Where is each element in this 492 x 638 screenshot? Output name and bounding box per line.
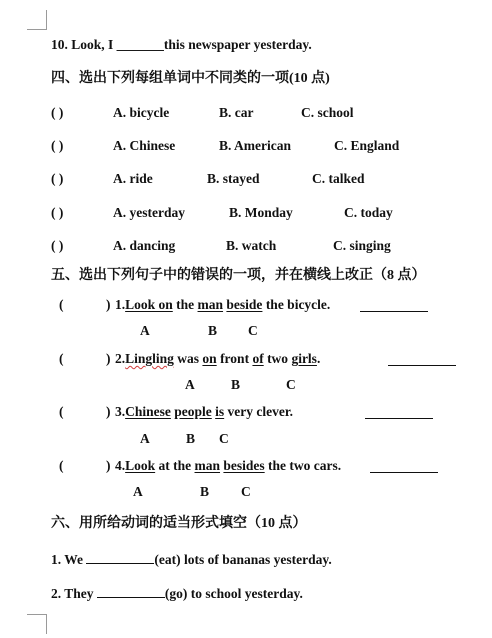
- sentence-text: the bicycle.: [262, 297, 331, 312]
- option-a-text: Chinese: [125, 404, 171, 419]
- correction-blank[interactable]: [365, 406, 433, 419]
- section-4-title: 四、选出下列每组单词中不同类的一项(10 点): [51, 71, 330, 86]
- option-c: C. England: [334, 138, 400, 153]
- paren-open: (: [59, 351, 64, 366]
- answer-paren[interactable]: ( ): [51, 138, 64, 153]
- sentence: [115, 297, 330, 313]
- sentence-text: very clever.: [224, 404, 294, 419]
- option-b: B. watch: [226, 238, 277, 253]
- option-a: A. dancing: [113, 238, 176, 253]
- option-b: B. Monday: [229, 205, 293, 220]
- question-number: 2.: [115, 351, 126, 366]
- sentence-text: was: [173, 351, 203, 366]
- sentence-text: Lingling: [125, 351, 174, 366]
- option-a-text: Look: [125, 458, 156, 473]
- label-c: C: [241, 484, 251, 499]
- option-a: A. bicycle: [113, 105, 170, 120]
- option-c: C. singing: [333, 238, 391, 253]
- option-a-text: on: [202, 351, 217, 366]
- option-a-text: Look on: [125, 297, 173, 312]
- section-6-title: 六、用所给动词的适当形式填空（10 点）: [51, 516, 307, 531]
- label-b: B: [186, 431, 196, 446]
- section-5-title: 五、选出下列句子中的错误的一项，并在横线上改正（8 点）: [51, 268, 426, 283]
- label-c: C: [248, 323, 258, 338]
- option-b: B. car: [219, 105, 254, 120]
- question-prefix: 2. They: [51, 586, 97, 601]
- sentence-text: the: [172, 297, 198, 312]
- label-b: B: [208, 323, 218, 338]
- sentence-text: front: [216, 351, 253, 366]
- paren-open: (: [59, 458, 64, 473]
- question-prefix: 1. We: [51, 552, 87, 567]
- crop-mark-bottom-h: [27, 614, 47, 615]
- option-c: C. school: [301, 105, 354, 120]
- option-a: A. yesterday: [113, 205, 185, 220]
- option-b-text: man: [194, 458, 221, 473]
- question-number: 4.: [115, 458, 126, 473]
- paren-close: ): [106, 351, 111, 366]
- paren-close: ): [106, 458, 111, 473]
- sentence: [115, 458, 341, 474]
- question-number: 3.: [115, 404, 126, 419]
- option-b: B. stayed: [207, 171, 260, 186]
- label-a: A: [185, 377, 195, 392]
- correction-blank[interactable]: [360, 299, 428, 312]
- option-b-text: of: [252, 351, 264, 366]
- answer-blank[interactable]: [86, 551, 154, 564]
- paren-open: (: [59, 297, 64, 312]
- question-10: 10. Look, I _______this newspaper yesterday.: [51, 37, 312, 52]
- label-c: C: [219, 431, 229, 446]
- option-b: B. American: [219, 138, 291, 153]
- label-b: B: [231, 377, 241, 392]
- label-b: B: [200, 484, 210, 499]
- option-c-text: besides: [223, 458, 265, 473]
- sentence-text: two: [263, 351, 292, 366]
- paren-close: ): [106, 404, 111, 419]
- sentence-text: .: [316, 351, 321, 366]
- correction-blank[interactable]: [388, 353, 456, 366]
- crop-mark-top-h: [27, 29, 47, 30]
- sentence: [115, 404, 293, 420]
- option-c-text: is: [215, 404, 225, 419]
- sentence-text: the two cars.: [264, 458, 342, 473]
- option-a: A. ride: [113, 171, 153, 186]
- crop-mark-bottom: [46, 614, 47, 634]
- answer-paren[interactable]: ( ): [51, 205, 64, 220]
- label-a: A: [140, 431, 150, 446]
- question-text: (eat) lots of bananas yesterday.: [154, 552, 332, 567]
- label-c: C: [286, 377, 296, 392]
- sentence: [115, 351, 320, 367]
- fill-question-1: [51, 551, 332, 568]
- option-c: C. today: [344, 205, 393, 220]
- sentence-text: at the: [155, 458, 195, 473]
- question-text: (go) to school yesterday.: [164, 586, 303, 601]
- answer-paren[interactable]: ( ): [51, 171, 64, 186]
- label-a: A: [133, 484, 143, 499]
- label-a: A: [140, 323, 150, 338]
- answer-blank[interactable]: [97, 585, 165, 598]
- crop-mark-top: [46, 10, 47, 30]
- answer-paren[interactable]: ( ): [51, 105, 64, 120]
- option-c: C. talked: [312, 171, 365, 186]
- option-c-text: beside: [226, 297, 263, 312]
- option-c-text: girls: [291, 351, 317, 366]
- fill-question-2: [51, 585, 303, 602]
- paren-close: ): [106, 297, 111, 312]
- option-b-text: people: [174, 404, 212, 419]
- answer-paren[interactable]: ( ): [51, 238, 64, 253]
- correction-blank[interactable]: [370, 460, 438, 473]
- option-a: A. Chinese: [113, 138, 176, 153]
- question-number: 1.: [115, 297, 126, 312]
- option-b-text: man: [197, 297, 224, 312]
- paren-open: (: [59, 404, 64, 419]
